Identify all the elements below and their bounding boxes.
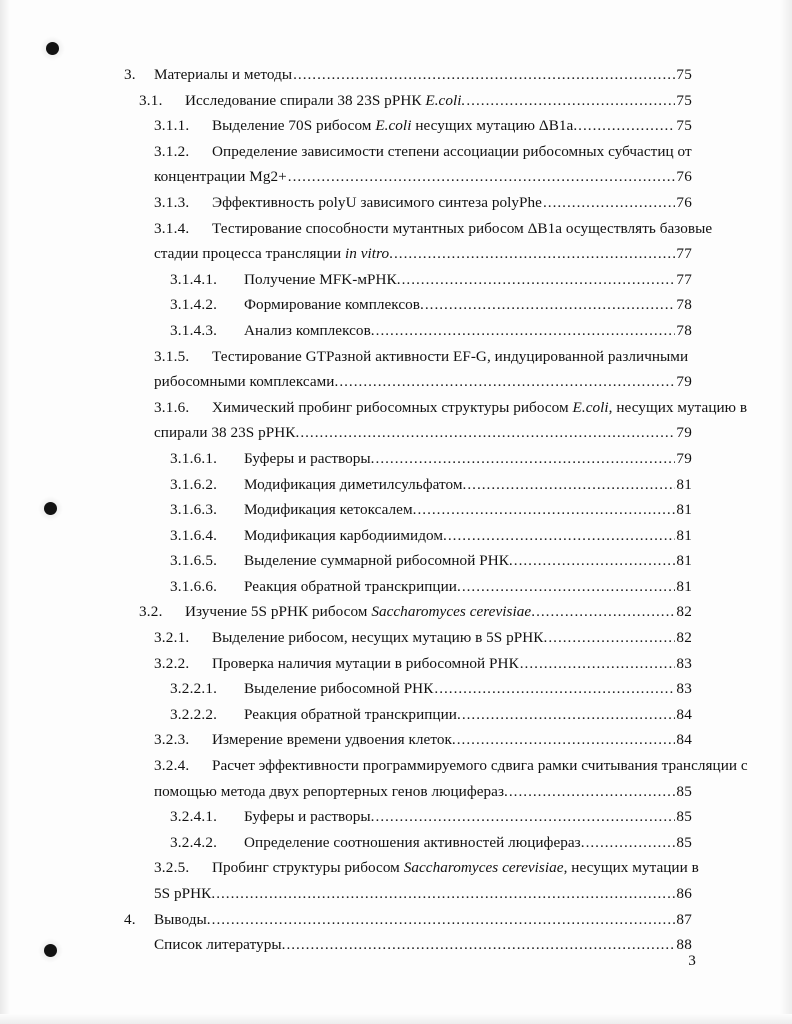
toc-entry-title: Реакция обратной транскрипции. (244, 577, 461, 595)
toc-dot-leader (536, 599, 675, 625)
toc-entry-page-number: 88 (676, 936, 692, 954)
toc-entry-line[interactable] (0, 727, 792, 753)
toc-dot-leader (288, 164, 676, 190)
toc-entry-title: спирали 38 23S рРНК. (154, 424, 300, 442)
toc-dot-leader (376, 318, 676, 344)
toc-dot-leader (543, 190, 675, 216)
toc-dot-leader (462, 702, 676, 728)
toc-entry-number: 3.2.4.1. (170, 808, 218, 826)
table-of-contents (0, 62, 792, 958)
toc-dot-leader (286, 932, 675, 958)
toc-entry-number: 3.1.4.2. (170, 296, 218, 314)
toc-entry-title: Измерение времени удвоения клеток. (212, 731, 456, 749)
toc-entry-number: 3.1.6.2. (170, 475, 218, 493)
toc-entry-page-number: 78 (676, 296, 692, 314)
toc-entry-title: Расчет эффективности программируемого сдвига рамки считывания трансляции с (212, 757, 748, 775)
toc-entry-number: 3.2.2.1. (170, 680, 218, 698)
toc-entry-title: Модификация диметилсульфатом. (244, 475, 467, 493)
toc-entry-number: 3.1.6.3. (170, 501, 218, 519)
toc-entry-page-number: 85 (676, 782, 692, 800)
toc-entry-page-number: 79 (676, 424, 692, 442)
species-name-italic: Saccharomyces cerevisiae (403, 859, 564, 877)
toc-entry-number: 3.2. (139, 603, 163, 621)
toc-entry-line[interactable] (0, 779, 792, 805)
species-name-italic: E.coli. (425, 91, 466, 109)
toc-entry-number: 3.1.4.1. (170, 270, 218, 288)
toc-entry-page-number: 84 (676, 705, 692, 723)
toc-entry-number: 3. (124, 66, 136, 83)
toc-dot-leader (466, 88, 675, 114)
toc-dot-leader (514, 548, 676, 574)
toc-entry-page-number: 81 (676, 501, 692, 519)
species-name-italic: E.coli (572, 398, 609, 416)
toc-entry-page-number: 87 (676, 910, 692, 928)
toc-entry-number: 3.1. (139, 91, 163, 109)
toc-entry-title: Определение соотношения активностей люцифераз. (244, 833, 585, 851)
toc-dot-leader (467, 472, 675, 498)
toc-dot-leader (520, 651, 676, 677)
toc-entry-number: 3.1.3. (154, 193, 190, 211)
toc-entry-title: 5S рРНК. (154, 885, 216, 902)
toc-entry-line[interactable] (0, 804, 792, 830)
toc-entry-number: 3.2.1. (154, 629, 190, 647)
toc-entry-line[interactable] (0, 523, 792, 549)
toc-entry-line[interactable] (0, 855, 792, 881)
toc-entry-page-number: 78 (676, 321, 692, 339)
hole-punch-mark (46, 42, 59, 55)
toc-entry-title: Выводы. (154, 910, 211, 928)
toc-entry-title: помощью метода двух репортерных генов люцифераз. (154, 782, 508, 800)
toc-entry-line[interactable] (0, 753, 792, 779)
toc-entry-title: Буферы и растворы. (244, 449, 375, 467)
toc-entry-title: Получение MFK-мРНК. (244, 270, 401, 288)
toc-entry-line[interactable] (0, 369, 792, 395)
toc-entry-line[interactable] (0, 446, 792, 472)
toc-dot-leader (448, 523, 676, 549)
toc-entry-line[interactable] (0, 625, 792, 651)
toc-dot-leader (457, 727, 676, 753)
toc-entry-number: 3.1.2. (154, 142, 190, 160)
toc-entry-title: Выделение 70S рибосом E.coli несущих мутацию ΔB1a. (212, 117, 578, 135)
toc-dot-leader (425, 292, 676, 318)
toc-entry-line[interactable] (0, 267, 792, 293)
toc-entry-page-number: 85 (676, 808, 692, 826)
toc-entry-line[interactable] (0, 395, 792, 421)
toc-entry-page-number: 81 (676, 552, 692, 570)
toc-entry-line[interactable] (0, 497, 792, 523)
toc-entry-title: Тестирование способности мутантных рибосом ΔB1a осуществлять базовые (212, 219, 713, 237)
toc-entry-line[interactable] (0, 830, 792, 856)
toc-entry-page-number: 79 (676, 373, 692, 391)
toc-entry-title: Анализ комплексов. (244, 321, 375, 339)
toc-dot-leader (293, 62, 675, 88)
scan-edge-bottom (0, 1014, 792, 1024)
toc-entry-title: Изучение 5S рРНК рибосом Saccharomyces cerevisiae. (185, 603, 536, 621)
toc-entry-number: 3.2.2. (154, 654, 190, 672)
toc-entry-page-number: 77 (676, 270, 692, 288)
toc-entry-line[interactable] (0, 139, 792, 165)
toc-entry-number: 3.2.2.2. (170, 705, 218, 723)
toc-entry-page-number: 75 (676, 66, 692, 83)
toc-entry-line[interactable] (0, 88, 792, 114)
toc-dot-leader (509, 779, 676, 805)
toc-entry-line[interactable] (0, 113, 792, 139)
toc-entry-title: Пробинг структуры рибосом Saccharomyces cerevisiae, несущих мутации в (212, 859, 699, 877)
toc-entry-line[interactable] (0, 190, 792, 216)
toc-entry-title: Выделение рибосом, несущих мутацию в 5S рРНК. (212, 629, 548, 647)
toc-entry-page-number: 85 (676, 833, 692, 851)
toc-entry-line[interactable] (0, 216, 792, 242)
toc-dot-leader (394, 241, 675, 267)
toc-entry-page-number: 76 (676, 193, 692, 211)
toc-entry-page-number: 81 (676, 475, 692, 493)
toc-entry-page-number: 77 (676, 245, 692, 263)
toc-entry-line[interactable] (0, 599, 792, 625)
toc-entry-page-number: 75 (676, 117, 692, 135)
toc-entry-title: Химический пробинг рибосомных структуры рибосом E.coli, несущих мутацию в (212, 398, 748, 416)
toc-entry-line[interactable] (0, 62, 792, 88)
toc-entry-title: концентрации Mg2+ (154, 168, 287, 186)
toc-entry-line[interactable] (0, 932, 792, 958)
toc-entry-page-number: 82 (676, 629, 692, 647)
toc-entry-number: 3.1.6.1. (170, 449, 218, 467)
toc-entry-title: Исследование спирали 38 23S рРНК E.coli. (185, 91, 466, 109)
toc-entry-number: 3.2.4.2. (170, 833, 218, 851)
toc-dot-leader (216, 881, 675, 907)
toc-dot-leader (578, 113, 675, 139)
toc-dot-leader (417, 497, 675, 523)
toc-entry-title: Модификация карбодиимидом. (244, 526, 447, 544)
toc-entry-number: 3.1.6.4. (170, 526, 218, 544)
toc-entry-line[interactable] (0, 881, 792, 907)
toc-entry-title: Определение зависимости степени ассоциации рибосомных субчастиц от (212, 142, 692, 160)
toc-entry-line[interactable] (0, 292, 792, 318)
species-name-italic: in vitro (344, 245, 390, 263)
toc-entry-page-number: 76 (676, 168, 692, 186)
toc-entry-number: 3.1.6.5. (170, 552, 218, 570)
toc-entry-number: 3.1.4.3. (170, 321, 218, 339)
toc-entry-title: Буферы и растворы. (244, 808, 375, 826)
toc-entry-page-number: 81 (676, 577, 692, 595)
toc-entry-line[interactable] (0, 574, 792, 600)
toc-entry-page-number: 83 (676, 680, 692, 698)
toc-entry-line[interactable] (0, 651, 792, 677)
toc-entry-page-number: 83 (676, 654, 692, 672)
toc-entry-number: 3.2.3. (154, 731, 190, 749)
toc-dot-leader (462, 574, 676, 600)
toc-entry-line[interactable] (0, 318, 792, 344)
toc-entry-page-number: 75 (676, 91, 692, 109)
toc-entry-number: 3.1.4. (154, 219, 190, 237)
toc-dot-leader (212, 907, 676, 933)
toc-entry-title: Проверка наличия мутации в рибосомной РНК (212, 654, 519, 672)
toc-entry-title: Тестирование GTPазной активности EF-G, индуцированной различными (212, 347, 689, 365)
toc-dot-leader (402, 267, 676, 293)
toc-entry-page-number: 81 (676, 526, 692, 544)
toc-entry-number: 3.2.4. (154, 757, 190, 775)
toc-entry-title: Выделение рибосомной РНК (244, 680, 434, 698)
toc-entry-title: рибосомными комплексами. (154, 373, 339, 391)
page-number: 3 (688, 952, 696, 969)
toc-entry-number: 3.1.1. (154, 117, 190, 135)
toc-entry-line[interactable] (0, 676, 792, 702)
toc-dot-leader (548, 625, 675, 651)
toc-entry-number: 3.2.5. (154, 859, 190, 877)
toc-entry-title: стадии процесса трансляции in vitro. (154, 245, 393, 263)
toc-entry-line[interactable] (0, 241, 792, 267)
toc-entry-line[interactable] (0, 344, 792, 370)
species-name-italic: Saccharomyces cerevisiae (371, 603, 532, 621)
toc-entry-page-number: 84 (676, 731, 692, 749)
toc-entry-title: Реакция обратной транскрипции. (244, 705, 461, 723)
toc-entry-line[interactable] (0, 420, 792, 446)
toc-entry-line[interactable] (0, 164, 792, 190)
toc-entry-line[interactable] (0, 702, 792, 728)
toc-entry-title: Выделение суммарной рибосомной РНК. (244, 552, 513, 570)
toc-entry-number: 3.1.5. (154, 347, 190, 365)
toc-entry-title: Эффективность polyU зависимого синтеза polyPhe (212, 193, 542, 211)
toc-entry-page-number: 86 (676, 885, 692, 902)
toc-entry-number: 3.1.6.6. (170, 577, 218, 595)
toc-dot-leader (434, 676, 675, 702)
toc-entry-page-number: 82 (676, 603, 692, 621)
toc-entry-title: Материалы и методы (154, 66, 293, 83)
species-name-italic: E.coli (375, 117, 412, 135)
toc-dot-leader (586, 830, 676, 856)
toc-dot-leader (339, 369, 675, 395)
toc-entry-page-number: 79 (676, 449, 692, 467)
toc-dot-leader (376, 446, 676, 472)
toc-dot-leader (300, 420, 675, 446)
toc-entry-line[interactable] (0, 472, 792, 498)
toc-entry-title: Формирование комплексов. (244, 296, 424, 314)
toc-entry-number: 3.1.6. (154, 398, 190, 416)
toc-entry-line[interactable] (0, 548, 792, 574)
toc-entry-line[interactable] (0, 907, 792, 933)
toc-entry-title: Модификация кетоксалем. (244, 501, 417, 519)
toc-dot-leader (376, 804, 676, 830)
toc-entry-title: Список литературы. (154, 936, 286, 954)
toc-entry-number: 4. (124, 910, 136, 928)
